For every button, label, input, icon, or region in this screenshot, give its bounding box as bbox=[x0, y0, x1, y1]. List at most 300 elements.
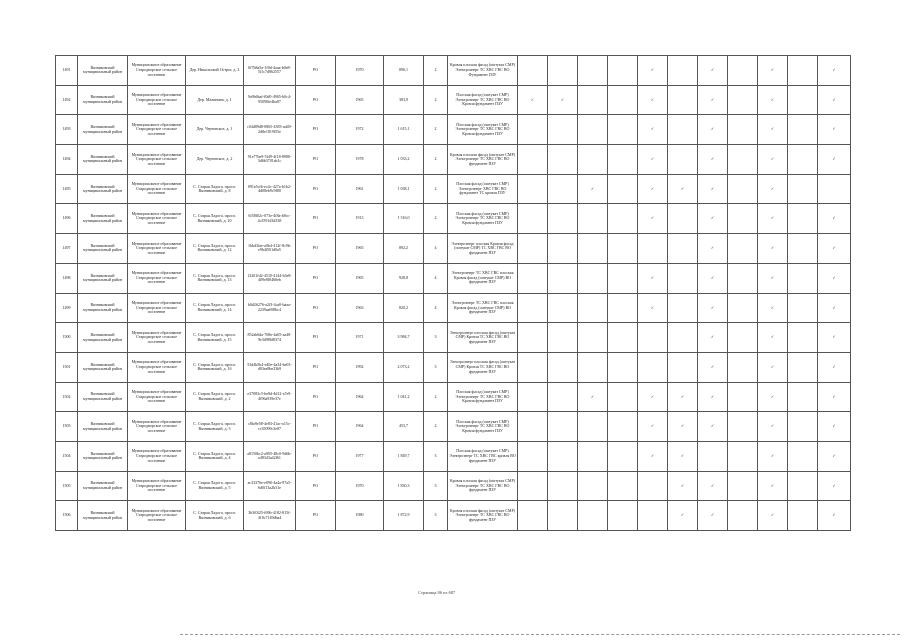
works-cell: Электроэнерг плоская Кровля фасад (оштукат СМР) ТС ХВС ГВС ВО фундамент ПЗУ bbox=[448, 234, 518, 264]
floors-cell: 2 bbox=[424, 85, 448, 115]
check-cell bbox=[818, 323, 851, 353]
area-cell: 1 615,1 bbox=[384, 115, 424, 145]
district-cell: Вязниковский муниципальный район bbox=[78, 145, 128, 175]
district-cell: Вязниковский муниципальный район bbox=[78, 174, 128, 204]
check-cell bbox=[578, 115, 608, 145]
check-cell bbox=[518, 412, 548, 442]
table-row bbox=[56, 234, 851, 264]
check-cell bbox=[788, 85, 818, 115]
area-cell: 928,8 bbox=[384, 263, 424, 293]
address-cell: С. Старая Ладога, просп. Вязниковский, д. 8 bbox=[186, 174, 244, 204]
check-cell bbox=[818, 234, 851, 264]
check-cell bbox=[758, 323, 788, 353]
check-mark-icon: ✓ bbox=[650, 67, 655, 73]
district-cell: Вязниковский муниципальный район bbox=[78, 234, 128, 264]
check-cell bbox=[548, 352, 578, 382]
check-mark-icon: ✓ bbox=[710, 482, 715, 488]
check-cell bbox=[728, 501, 758, 531]
guid-cell: c8fa9e58-4e83-41ac-a15c-cc35099c3e87 bbox=[244, 412, 296, 442]
register-rows bbox=[56, 56, 851, 531]
check-cell bbox=[728, 382, 758, 412]
check-cell bbox=[548, 441, 578, 471]
year-cell: 1965 bbox=[336, 234, 384, 264]
check-cell bbox=[788, 56, 818, 86]
address-cell: С. Старая Ладога, просп. Вязниковский, д. 15 bbox=[186, 323, 244, 353]
check-cell bbox=[548, 204, 578, 234]
floors-cell: 2 bbox=[424, 56, 448, 86]
check-cell bbox=[698, 56, 728, 86]
form-cell: РО bbox=[296, 234, 336, 264]
district-cell: Вязниковский муниципальный район bbox=[78, 501, 128, 531]
table-row bbox=[56, 174, 851, 204]
check-cell bbox=[698, 145, 728, 175]
check-mark-icon: ✓ bbox=[650, 452, 655, 458]
owner-cell: Муниципальное образование Стародворское сельское поселение bbox=[128, 323, 186, 353]
check-cell bbox=[548, 85, 578, 115]
check-cell bbox=[728, 441, 758, 471]
address-cell: С. Старая Ладога, просп. Вязниковский, д. 5 bbox=[186, 471, 244, 501]
table-row bbox=[56, 115, 851, 145]
check-mark-icon: ✓ bbox=[770, 67, 775, 73]
year-cell: 1971 bbox=[336, 323, 384, 353]
row-number: 1504 bbox=[56, 441, 78, 471]
check-cell bbox=[578, 56, 608, 86]
check-cell bbox=[698, 263, 728, 293]
check-cell bbox=[518, 441, 548, 471]
works-cell: Электроэнерг ТС ХВС ГВС плоская Кровля фасад (оштукат СМР) ВО фундамент ПЗУ bbox=[448, 263, 518, 293]
check-cell bbox=[788, 412, 818, 442]
check-mark-icon: ✓ bbox=[710, 126, 715, 132]
check-cell bbox=[518, 234, 548, 264]
check-mark-icon: ✓ bbox=[680, 452, 685, 458]
check-cell bbox=[818, 293, 851, 323]
check-mark-icon: ✓ bbox=[710, 96, 715, 102]
guid-cell: e37083c5-be8d-4d12-a7e9-4f96a939e37e bbox=[244, 382, 296, 412]
check-mark-icon: ✓ bbox=[710, 304, 715, 310]
guid-cell: b0d26276-a2f3-4ca0-baaa-2239aa698bc4 bbox=[244, 293, 296, 323]
table-row bbox=[56, 382, 851, 412]
check-cell bbox=[758, 145, 788, 175]
check-cell bbox=[578, 234, 608, 264]
check-mark-icon: ✓ bbox=[770, 274, 775, 280]
district-cell: Вязниковский муниципальный район bbox=[78, 441, 128, 471]
check-cell bbox=[578, 145, 608, 175]
check-cell bbox=[728, 204, 758, 234]
check-cell bbox=[698, 115, 728, 145]
form-cell: РО bbox=[296, 441, 336, 471]
owner-cell: Муниципальное образование Стародворское сельское поселение bbox=[128, 352, 186, 382]
works-cell: Кровля плоская фасад (оштукат СМР) Электроэнерг ТС ХВС ГВС ВО фундамент ПЗУ bbox=[448, 145, 518, 175]
address-cell: Дер. Никольский Острог, д. 2 bbox=[186, 56, 244, 86]
check-cell bbox=[818, 501, 851, 531]
check-cell bbox=[638, 263, 668, 293]
check-mark-icon: ✓ bbox=[832, 215, 836, 221]
check-cell bbox=[788, 145, 818, 175]
check-mark-icon: ✓ bbox=[650, 304, 655, 310]
check-mark-icon: ✓ bbox=[710, 245, 715, 251]
check-cell bbox=[578, 263, 608, 293]
address-cell: С. Старая Ладога, просп. Вязниковский, д. 13 bbox=[186, 263, 244, 293]
row-number: 1503 bbox=[56, 412, 78, 442]
check-cell bbox=[758, 263, 788, 293]
works-cell: Плоская фасад (оштукат СМР) Электроэнерг ХВС ГВС ВО фундамент ТС кровля ПЗУ bbox=[448, 174, 518, 204]
floors-cell: 2 bbox=[424, 145, 448, 175]
address-cell: Дер. Малинина, д. 1 bbox=[186, 85, 244, 115]
register-table bbox=[55, 55, 851, 531]
check-cell bbox=[728, 85, 758, 115]
floors-cell: 3 bbox=[424, 471, 448, 501]
check-cell bbox=[608, 441, 638, 471]
check-mark-icon: ✓ bbox=[710, 274, 715, 280]
check-cell bbox=[788, 441, 818, 471]
owner-cell: Муниципальное образование Стародворское сельское поселение bbox=[128, 471, 186, 501]
check-mark-icon: ✓ bbox=[710, 67, 715, 73]
form-cell: РО bbox=[296, 293, 336, 323]
check-cell bbox=[668, 145, 698, 175]
form-cell: РО bbox=[296, 174, 336, 204]
check-cell bbox=[728, 174, 758, 204]
guid-cell: ac33376e-e090-4a4a-97a5-6d0f13a2b31e bbox=[244, 471, 296, 501]
owner-cell: Муниципальное образование Стародворское сельское поселение bbox=[128, 441, 186, 471]
check-cell bbox=[578, 323, 608, 353]
check-cell bbox=[818, 204, 851, 234]
check-cell bbox=[668, 56, 698, 86]
check-cell bbox=[728, 352, 758, 382]
check-cell bbox=[548, 471, 578, 501]
check-cell bbox=[788, 382, 818, 412]
check-cell bbox=[608, 56, 638, 86]
check-mark-icon: ✓ bbox=[710, 185, 715, 191]
check-cell bbox=[668, 263, 698, 293]
check-cell bbox=[788, 501, 818, 531]
check-cell bbox=[578, 412, 608, 442]
table-row bbox=[56, 85, 851, 115]
address-cell: Дер. Чертовское, д. 1 bbox=[186, 115, 244, 145]
check-cell bbox=[608, 234, 638, 264]
check-cell bbox=[758, 382, 788, 412]
row-number: 1502 bbox=[56, 382, 78, 412]
check-cell bbox=[758, 501, 788, 531]
check-cell bbox=[608, 323, 638, 353]
check-mark-icon: ✓ bbox=[832, 274, 836, 280]
check-cell bbox=[578, 204, 608, 234]
row-number: 1497 bbox=[56, 234, 78, 264]
floors-cell: 4 bbox=[424, 263, 448, 293]
table-row bbox=[56, 204, 851, 234]
check-cell bbox=[698, 323, 728, 353]
check-mark-icon: ✓ bbox=[832, 393, 836, 399]
check-cell bbox=[788, 323, 818, 353]
check-cell bbox=[668, 115, 698, 145]
table-row bbox=[56, 441, 851, 471]
year-cell: 1972 bbox=[336, 115, 384, 145]
year-cell: 1965 bbox=[336, 263, 384, 293]
check-cell bbox=[788, 174, 818, 204]
floors-cell: 2 bbox=[424, 204, 448, 234]
form-cell: РО bbox=[296, 382, 336, 412]
area-cell: 383,9 bbox=[384, 85, 424, 115]
table-row bbox=[56, 501, 851, 531]
check-mark-icon: ✓ bbox=[680, 423, 685, 429]
check-cell bbox=[698, 174, 728, 204]
check-cell bbox=[578, 501, 608, 531]
district-cell: Вязниковский муниципальный район bbox=[78, 382, 128, 412]
guid-cell: 852ab6da-768e-4a05-aa40-9e3d986f8374 bbox=[244, 323, 296, 353]
check-mark-icon: ✓ bbox=[770, 452, 775, 458]
check-cell bbox=[668, 323, 698, 353]
address-cell: С. Старая Ладога, просп. Вязниковский, д. 2 bbox=[186, 382, 244, 412]
table-row bbox=[56, 471, 851, 501]
guid-cell: 091e5cfb-ec4c-427a-b1b2-4d08eb9c9f80 bbox=[244, 174, 296, 204]
check-cell bbox=[548, 56, 578, 86]
area-cell: 820,2 bbox=[384, 293, 424, 323]
check-cell bbox=[548, 293, 578, 323]
check-cell bbox=[638, 352, 668, 382]
check-mark-icon: ✓ bbox=[832, 245, 836, 251]
check-cell bbox=[518, 352, 548, 382]
floors-cell: 3 bbox=[424, 323, 448, 353]
check-cell bbox=[608, 174, 638, 204]
check-mark-icon: ✓ bbox=[710, 393, 715, 399]
owner-cell: Муниципальное образование Стародворское сельское поселение bbox=[128, 382, 186, 412]
check-cell bbox=[608, 204, 638, 234]
area-cell: 3 984,7 bbox=[384, 323, 424, 353]
check-cell bbox=[608, 115, 638, 145]
check-cell bbox=[578, 293, 608, 323]
check-mark-icon: ✓ bbox=[650, 274, 655, 280]
check-cell bbox=[818, 145, 851, 175]
check-cell bbox=[758, 471, 788, 501]
page-footer: Страница 86 из 687 bbox=[418, 590, 456, 595]
check-cell bbox=[638, 145, 668, 175]
check-mark-icon: ✓ bbox=[710, 215, 715, 221]
form-cell: РО bbox=[296, 85, 336, 115]
owner-cell: Муниципальное образование Стародворское сельское поселение bbox=[128, 293, 186, 323]
check-mark-icon: ✓ bbox=[832, 96, 836, 102]
address-cell: С. Старая Ладога, просп. Вязниковский, д. 12 bbox=[186, 234, 244, 264]
check-mark-icon: ✓ bbox=[832, 304, 836, 310]
address-cell: С. Старая Ладога, просп. Вязниковский, д. 3 bbox=[186, 412, 244, 442]
check-cell bbox=[638, 412, 668, 442]
guid-cell: c04d89d8-0865-4383-ad49-2d8e1819f55e bbox=[244, 115, 296, 145]
check-cell bbox=[638, 471, 668, 501]
check-mark-icon: ✓ bbox=[680, 393, 685, 399]
owner-cell: Муниципальное образование Стародворское сельское поселение bbox=[128, 85, 186, 115]
check-cell bbox=[668, 85, 698, 115]
row-number: 1501 bbox=[56, 352, 78, 382]
row-number: 1499 bbox=[56, 293, 78, 323]
owner-cell: Муниципальное образование Стародворское сельское поселение bbox=[128, 412, 186, 442]
check-mark-icon: ✓ bbox=[770, 482, 775, 488]
address-cell: С. Старая Ладога, просп. Вязниковский, д. 16 bbox=[186, 352, 244, 382]
works-cell: Кровля плоская фасад (оштукат СМР) Электроэнерг ТС ХВС ГВС ВО Фундамент ПЗУ bbox=[448, 56, 518, 86]
district-cell: Вязниковский муниципальный район bbox=[78, 352, 128, 382]
form-cell: РО bbox=[296, 145, 336, 175]
check-cell bbox=[818, 382, 851, 412]
form-cell: РО bbox=[296, 323, 336, 353]
check-mark-icon: ✓ bbox=[770, 96, 775, 102]
row-number: 1493 bbox=[56, 115, 78, 145]
table-row bbox=[56, 263, 851, 293]
row-number: 1506 bbox=[56, 501, 78, 531]
check-cell bbox=[518, 115, 548, 145]
check-cell bbox=[728, 145, 758, 175]
check-mark-icon: ✓ bbox=[710, 423, 715, 429]
check-cell bbox=[728, 293, 758, 323]
row-number: 1496 bbox=[56, 204, 78, 234]
area-cell: 1 830,3 bbox=[384, 471, 424, 501]
check-cell bbox=[638, 501, 668, 531]
check-cell bbox=[728, 412, 758, 442]
form-cell: РО bbox=[296, 263, 336, 293]
check-mark-icon: ✓ bbox=[650, 423, 655, 429]
check-mark-icon: ✓ bbox=[680, 512, 685, 518]
year-cell: 1970 bbox=[336, 56, 384, 86]
check-mark-icon: ✓ bbox=[770, 393, 775, 399]
check-cell bbox=[608, 412, 638, 442]
area-cell: 1 041,2 bbox=[384, 382, 424, 412]
check-cell bbox=[638, 204, 668, 234]
check-mark-icon: ✓ bbox=[832, 452, 836, 458]
row-number: 1495 bbox=[56, 174, 78, 204]
table-row bbox=[56, 293, 851, 323]
check-cell bbox=[818, 56, 851, 86]
floors-cell: 2 bbox=[424, 174, 448, 204]
check-cell bbox=[818, 174, 851, 204]
owner-cell: Муниципальное образование Стародворское сельское поселение bbox=[128, 234, 186, 264]
guid-cell: 3b3f0f25-f69b-4182-815f-418c7149dba4 bbox=[244, 501, 296, 531]
area-cell: 1 038,1 bbox=[384, 174, 424, 204]
check-mark-icon: ✓ bbox=[590, 185, 595, 191]
check-cell bbox=[518, 382, 548, 412]
check-cell bbox=[638, 441, 668, 471]
row-number: 1498 bbox=[56, 263, 78, 293]
owner-cell: Муниципальное образование Стародворское сельское поселение bbox=[128, 174, 186, 204]
check-mark-icon: ✓ bbox=[770, 245, 775, 251]
area-cell: 1 316,0 bbox=[384, 204, 424, 234]
check-cell bbox=[638, 323, 668, 353]
area-cell: 892,2 bbox=[384, 234, 424, 264]
check-mark-icon: ✓ bbox=[832, 334, 836, 340]
guid-cell: 13201fd2-4510-4144-b5e8-409e8f0466eb bbox=[244, 263, 296, 293]
check-cell bbox=[518, 501, 548, 531]
floors-cell: 2 bbox=[424, 412, 448, 442]
check-cell bbox=[668, 501, 698, 531]
check-cell bbox=[698, 471, 728, 501]
check-mark-icon: ✓ bbox=[832, 363, 836, 369]
area-cell: 896,1 bbox=[384, 56, 424, 86]
check-cell bbox=[758, 441, 788, 471]
area-cell: 453,7 bbox=[384, 412, 424, 442]
check-cell bbox=[548, 115, 578, 145]
year-cell: 1961 bbox=[336, 174, 384, 204]
check-cell bbox=[608, 471, 638, 501]
district-cell: Вязниковский муниципальный район bbox=[78, 56, 128, 86]
address-cell: С. Старая Ладога, просп. Вязниковский, д. 14 bbox=[186, 293, 244, 323]
check-cell bbox=[518, 323, 548, 353]
check-cell bbox=[818, 412, 851, 442]
guid-cell: a8150bc2-a905-48c0-9d6b-a48343a42f61 bbox=[244, 441, 296, 471]
check-cell bbox=[758, 234, 788, 264]
check-cell bbox=[578, 174, 608, 204]
check-cell bbox=[728, 471, 758, 501]
check-mark-icon: ✓ bbox=[832, 156, 836, 162]
check-mark-icon: ✓ bbox=[770, 215, 775, 221]
check-mark-icon: ✓ bbox=[770, 512, 775, 518]
check-mark-icon: ✓ bbox=[832, 482, 836, 488]
check-cell bbox=[578, 85, 608, 115]
check-cell bbox=[758, 412, 788, 442]
check-cell bbox=[818, 115, 851, 145]
works-cell: Плоская фасад (оштукат СМР) Электроэнерг ТС ХВС ГВС ВО Кровля фундамент ПЗУ bbox=[448, 412, 518, 442]
district-cell: Вязниковский муниципальный район bbox=[78, 85, 128, 115]
check-cell bbox=[668, 174, 698, 204]
check-cell bbox=[788, 263, 818, 293]
check-cell bbox=[698, 293, 728, 323]
form-cell: РО bbox=[296, 115, 336, 145]
check-cell bbox=[758, 174, 788, 204]
district-cell: Вязниковский муниципальный район bbox=[78, 412, 128, 442]
district-cell: Вязниковский муниципальный район bbox=[78, 471, 128, 501]
check-mark-icon: ✓ bbox=[650, 156, 655, 162]
check-cell bbox=[608, 85, 638, 115]
check-mark-icon: ✓ bbox=[832, 512, 836, 518]
check-cell bbox=[518, 85, 548, 115]
check-cell bbox=[548, 323, 578, 353]
year-cell: 1978 bbox=[336, 145, 384, 175]
check-cell bbox=[758, 56, 788, 86]
check-mark-icon: ✓ bbox=[680, 185, 685, 191]
check-cell bbox=[668, 234, 698, 264]
check-cell bbox=[758, 115, 788, 145]
check-cell bbox=[668, 382, 698, 412]
check-cell bbox=[728, 263, 758, 293]
check-cell bbox=[518, 263, 548, 293]
check-cell bbox=[578, 352, 608, 382]
guid-cell: 91e77be9-5f49-4f18-8980-3d6b3701ab1c bbox=[244, 145, 296, 175]
form-cell: РО bbox=[296, 204, 336, 234]
check-mark-icon: ✓ bbox=[710, 156, 715, 162]
works-cell: Плоская фасад (оштукат СМР) Электроэнерг ТС ХВС ГВС ВО Кровля фундамент ПЗУ bbox=[448, 204, 518, 234]
area-cell: 1 849,7 bbox=[384, 441, 424, 471]
check-cell bbox=[728, 234, 758, 264]
check-cell bbox=[608, 501, 638, 531]
form-cell: РО bbox=[296, 471, 336, 501]
check-mark-icon: ✓ bbox=[770, 126, 775, 132]
check-mark-icon: ✓ bbox=[590, 393, 595, 399]
check-cell bbox=[728, 56, 758, 86]
district-cell: Вязниковский муниципальный район bbox=[78, 323, 128, 353]
table-row bbox=[56, 145, 851, 175]
check-mark-icon: ✓ bbox=[770, 423, 775, 429]
floors-cell: 2 bbox=[424, 115, 448, 145]
check-cell bbox=[668, 412, 698, 442]
check-cell bbox=[788, 471, 818, 501]
floors-cell: 3 bbox=[424, 441, 448, 471]
check-cell bbox=[668, 352, 698, 382]
check-cell bbox=[638, 115, 668, 145]
row-number: 1494 bbox=[56, 145, 78, 175]
form-cell: РО bbox=[296, 56, 336, 86]
check-cell bbox=[698, 234, 728, 264]
row-number: 1492 bbox=[56, 85, 78, 115]
check-cell bbox=[818, 471, 851, 501]
check-cell bbox=[728, 323, 758, 353]
owner-cell: Муниципальное образование Стародворское сельское поселение bbox=[128, 56, 186, 86]
check-mark-icon: ✓ bbox=[770, 363, 775, 369]
check-cell bbox=[518, 293, 548, 323]
check-cell bbox=[698, 412, 728, 442]
